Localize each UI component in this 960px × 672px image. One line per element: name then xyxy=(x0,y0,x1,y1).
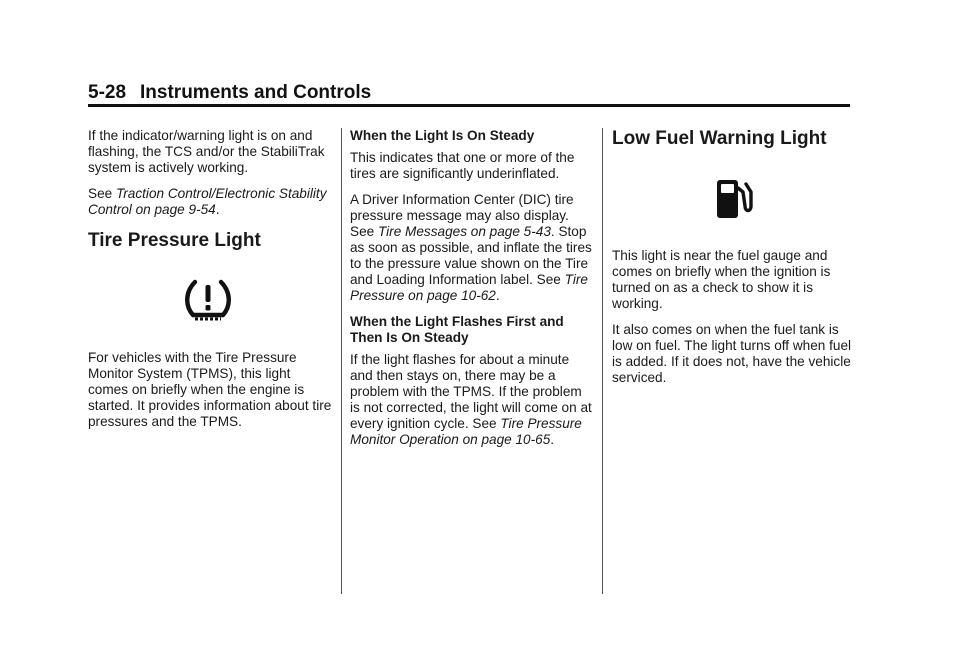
page-header xyxy=(88,82,850,104)
column-divider xyxy=(602,128,603,594)
paragraph: For vehicles with the Tire Pressure Monitor System (TPMS), this light comes on briefly when the engine is started. It provides information about tire pressures and the TPMS. xyxy=(88,350,332,429)
subheading: When the Light Flashes First and Then Is On Steady xyxy=(350,314,564,345)
cross-reference-link: Tire Messages on page 5-43 xyxy=(377,224,551,239)
tire-pressure-icon-container xyxy=(84,252,332,350)
paragraph xyxy=(350,352,594,448)
column-left xyxy=(88,128,332,440)
column-middle xyxy=(350,128,594,458)
paragraph xyxy=(350,192,594,304)
cross-reference-link: Tire Pressure on page 10-62 xyxy=(350,272,588,303)
section-title: Instruments and Controls xyxy=(140,82,372,103)
text: . Stop as soon as possible, and inflate the tires to the pressure value shown on the Tire and Loading Information label. See xyxy=(350,224,592,287)
text: . xyxy=(550,432,555,447)
paragraph: This light is near the fuel gauge and comes on briefly when the ignition is turned on as a check to show it is working. xyxy=(612,248,831,311)
cross-reference-link: Traction Control/Electronic Stability Control on page 9-54 xyxy=(88,186,327,217)
text: See xyxy=(88,186,116,201)
cross-reference-link: Tire Pressure Monitor Operation on page 10-65 xyxy=(350,416,582,447)
section-heading: Low Fuel Warning Light xyxy=(612,128,827,149)
header-rule xyxy=(88,104,850,107)
section-heading: Tire Pressure Light xyxy=(88,230,261,251)
text: . xyxy=(495,288,500,303)
column-divider xyxy=(341,128,342,594)
page-number: 5-28 xyxy=(88,82,127,103)
tire-pressure-warning-icon xyxy=(185,278,231,324)
fuel-pump-icon xyxy=(713,176,755,222)
paragraph: It also comes on when the fuel tank is low on fuel. The light turns off when fuel is added. If it does not, have the vehicle serviced. xyxy=(612,322,852,385)
text: A Driver Information Center (DIC) tire pressure message may also display. See xyxy=(350,192,574,239)
text: If the light flashes for about a minute and then stays on, there may be a problem with the TPMS. If the problem is not corrected, the light will come on at every ignition cycle. See xyxy=(350,352,592,431)
paragraph: This indicates that one or more of the tires are significantly underinflated. xyxy=(350,150,575,181)
subheading: When the Light Is On Steady xyxy=(350,128,535,143)
column-right xyxy=(612,128,856,396)
paragraph: If the indicator/warning light is on and flashing, the TCS and/or the StabiliTrak system is actively working. xyxy=(88,128,325,175)
paragraph xyxy=(88,186,332,218)
text: . xyxy=(215,202,220,217)
fuel-icon-container xyxy=(612,150,856,248)
